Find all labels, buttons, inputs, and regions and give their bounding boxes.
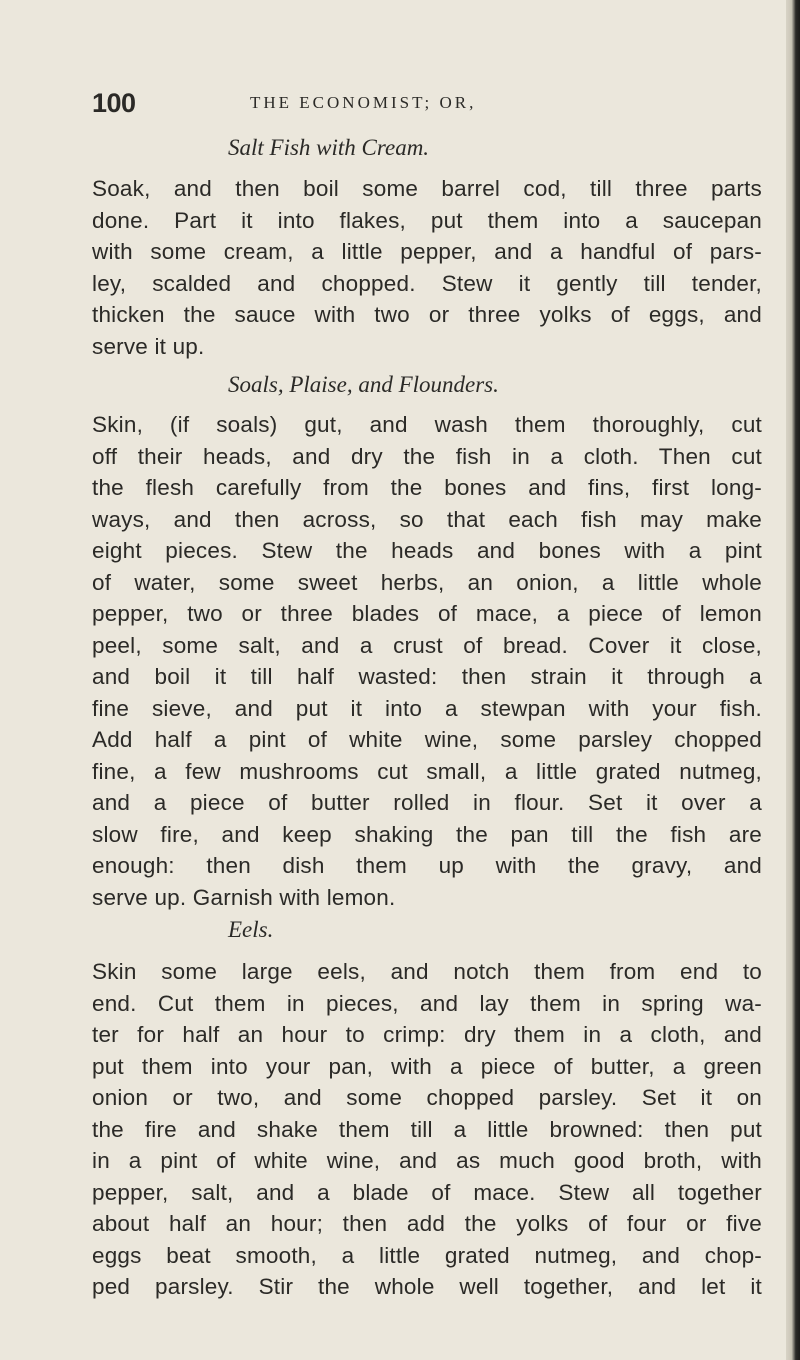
text-line: enough: then dish them up with the gravy, and — [92, 853, 762, 878]
recipe-body-eels — [92, 956, 762, 1303]
recipe-title-salt-fish: Salt Fish with Cream. — [228, 135, 430, 160]
recipe-body-soals-plaise-flounders — [92, 409, 762, 913]
text-line: off their heads, and dry the fish in a cloth. Then cut — [92, 443, 762, 469]
text-line: done. Part it into flakes, put them into a saucepan — [92, 207, 762, 233]
text-line: Skin, (if soals) gut, and wash them thoroughly, cut — [92, 412, 762, 437]
text-line: and boil it till half wasted: then strain it through a — [92, 664, 762, 689]
running-head: THE ECONOMIST; OR, — [250, 93, 477, 112]
text-line: put them into your pan, with a piece of butter, a green — [92, 1053, 762, 1079]
recipe-title-eels: Eels. — [228, 917, 274, 942]
text-line: ped parsley. Stir the whole well together, and let it — [92, 1274, 762, 1299]
page-number: 100 — [92, 88, 136, 118]
text-line: eight pieces. Stew the heads and bones with a pint — [92, 538, 762, 563]
text-line: of water, some sweet herbs, an onion, a little whole — [92, 569, 762, 595]
text-line: pepper, two or three blades of mace, a piece of lemon — [92, 601, 762, 626]
page-edge-shadow — [786, 0, 800, 1360]
text-line: fine sieve, and put it into a stewpan with your fish. — [92, 695, 762, 721]
text-line: slow fire, and keep shaking the pan till the fish are — [92, 821, 762, 847]
text-line: pepper, salt, and a blade of mace. Stew all together — [92, 1179, 762, 1205]
text-line: end. Cut them in pieces, and lay them in spring wa- — [92, 990, 762, 1016]
page-header — [92, 88, 672, 124]
text-line: fine, a few mushrooms cut small, a little grated nutmeg, — [92, 758, 762, 784]
text-line: ley, scalded and chopped. Stew it gently till tender, — [92, 270, 762, 296]
text-line: the flesh carefully from the bones and fins, first long- — [92, 475, 762, 500]
text-line: ter for half an hour to crimp: dry them in a cloth, and — [92, 1022, 762, 1047]
text-line: serve it up. — [92, 333, 205, 359]
recipe-body-salt-fish — [92, 173, 762, 362]
text-line: thicken the sauce with two or three yolks of eggs, and — [92, 302, 762, 327]
recipe-title-soals-plaise-flounders: Soals, Plaise, and Flounders. — [228, 372, 499, 397]
text-line: ways, and then across, so that each fish may make — [92, 506, 762, 532]
text-line: the fire and shake them till a little browned: then put — [92, 1116, 762, 1142]
text-line: in a pint of white wine, and as much good broth, with — [92, 1148, 762, 1173]
text-line: serve up. Garnish with lemon. — [92, 884, 396, 910]
text-line: Soak, and then boil some barrel cod, till three parts — [92, 176, 762, 201]
text-line: eggs beat smooth, a little grated nutmeg, and chop- — [92, 1242, 762, 1268]
text-line: Skin some large eels, and notch them from end to — [92, 959, 762, 984]
text-line: with some cream, a little pepper, and a handful of pars- — [92, 239, 762, 264]
text-line: peel, some salt, and a crust of bread. Cover it close, — [92, 632, 762, 658]
text-line: Add half a pint of white wine, some parsley chopped — [92, 727, 762, 752]
text-line: onion or two, and some chopped parsley. Set it on — [92, 1085, 762, 1110]
text-line: about half an hour; then add the yolks of four or five — [92, 1211, 762, 1236]
text-line: and a piece of butter rolled in flour. Set it over a — [92, 790, 762, 815]
